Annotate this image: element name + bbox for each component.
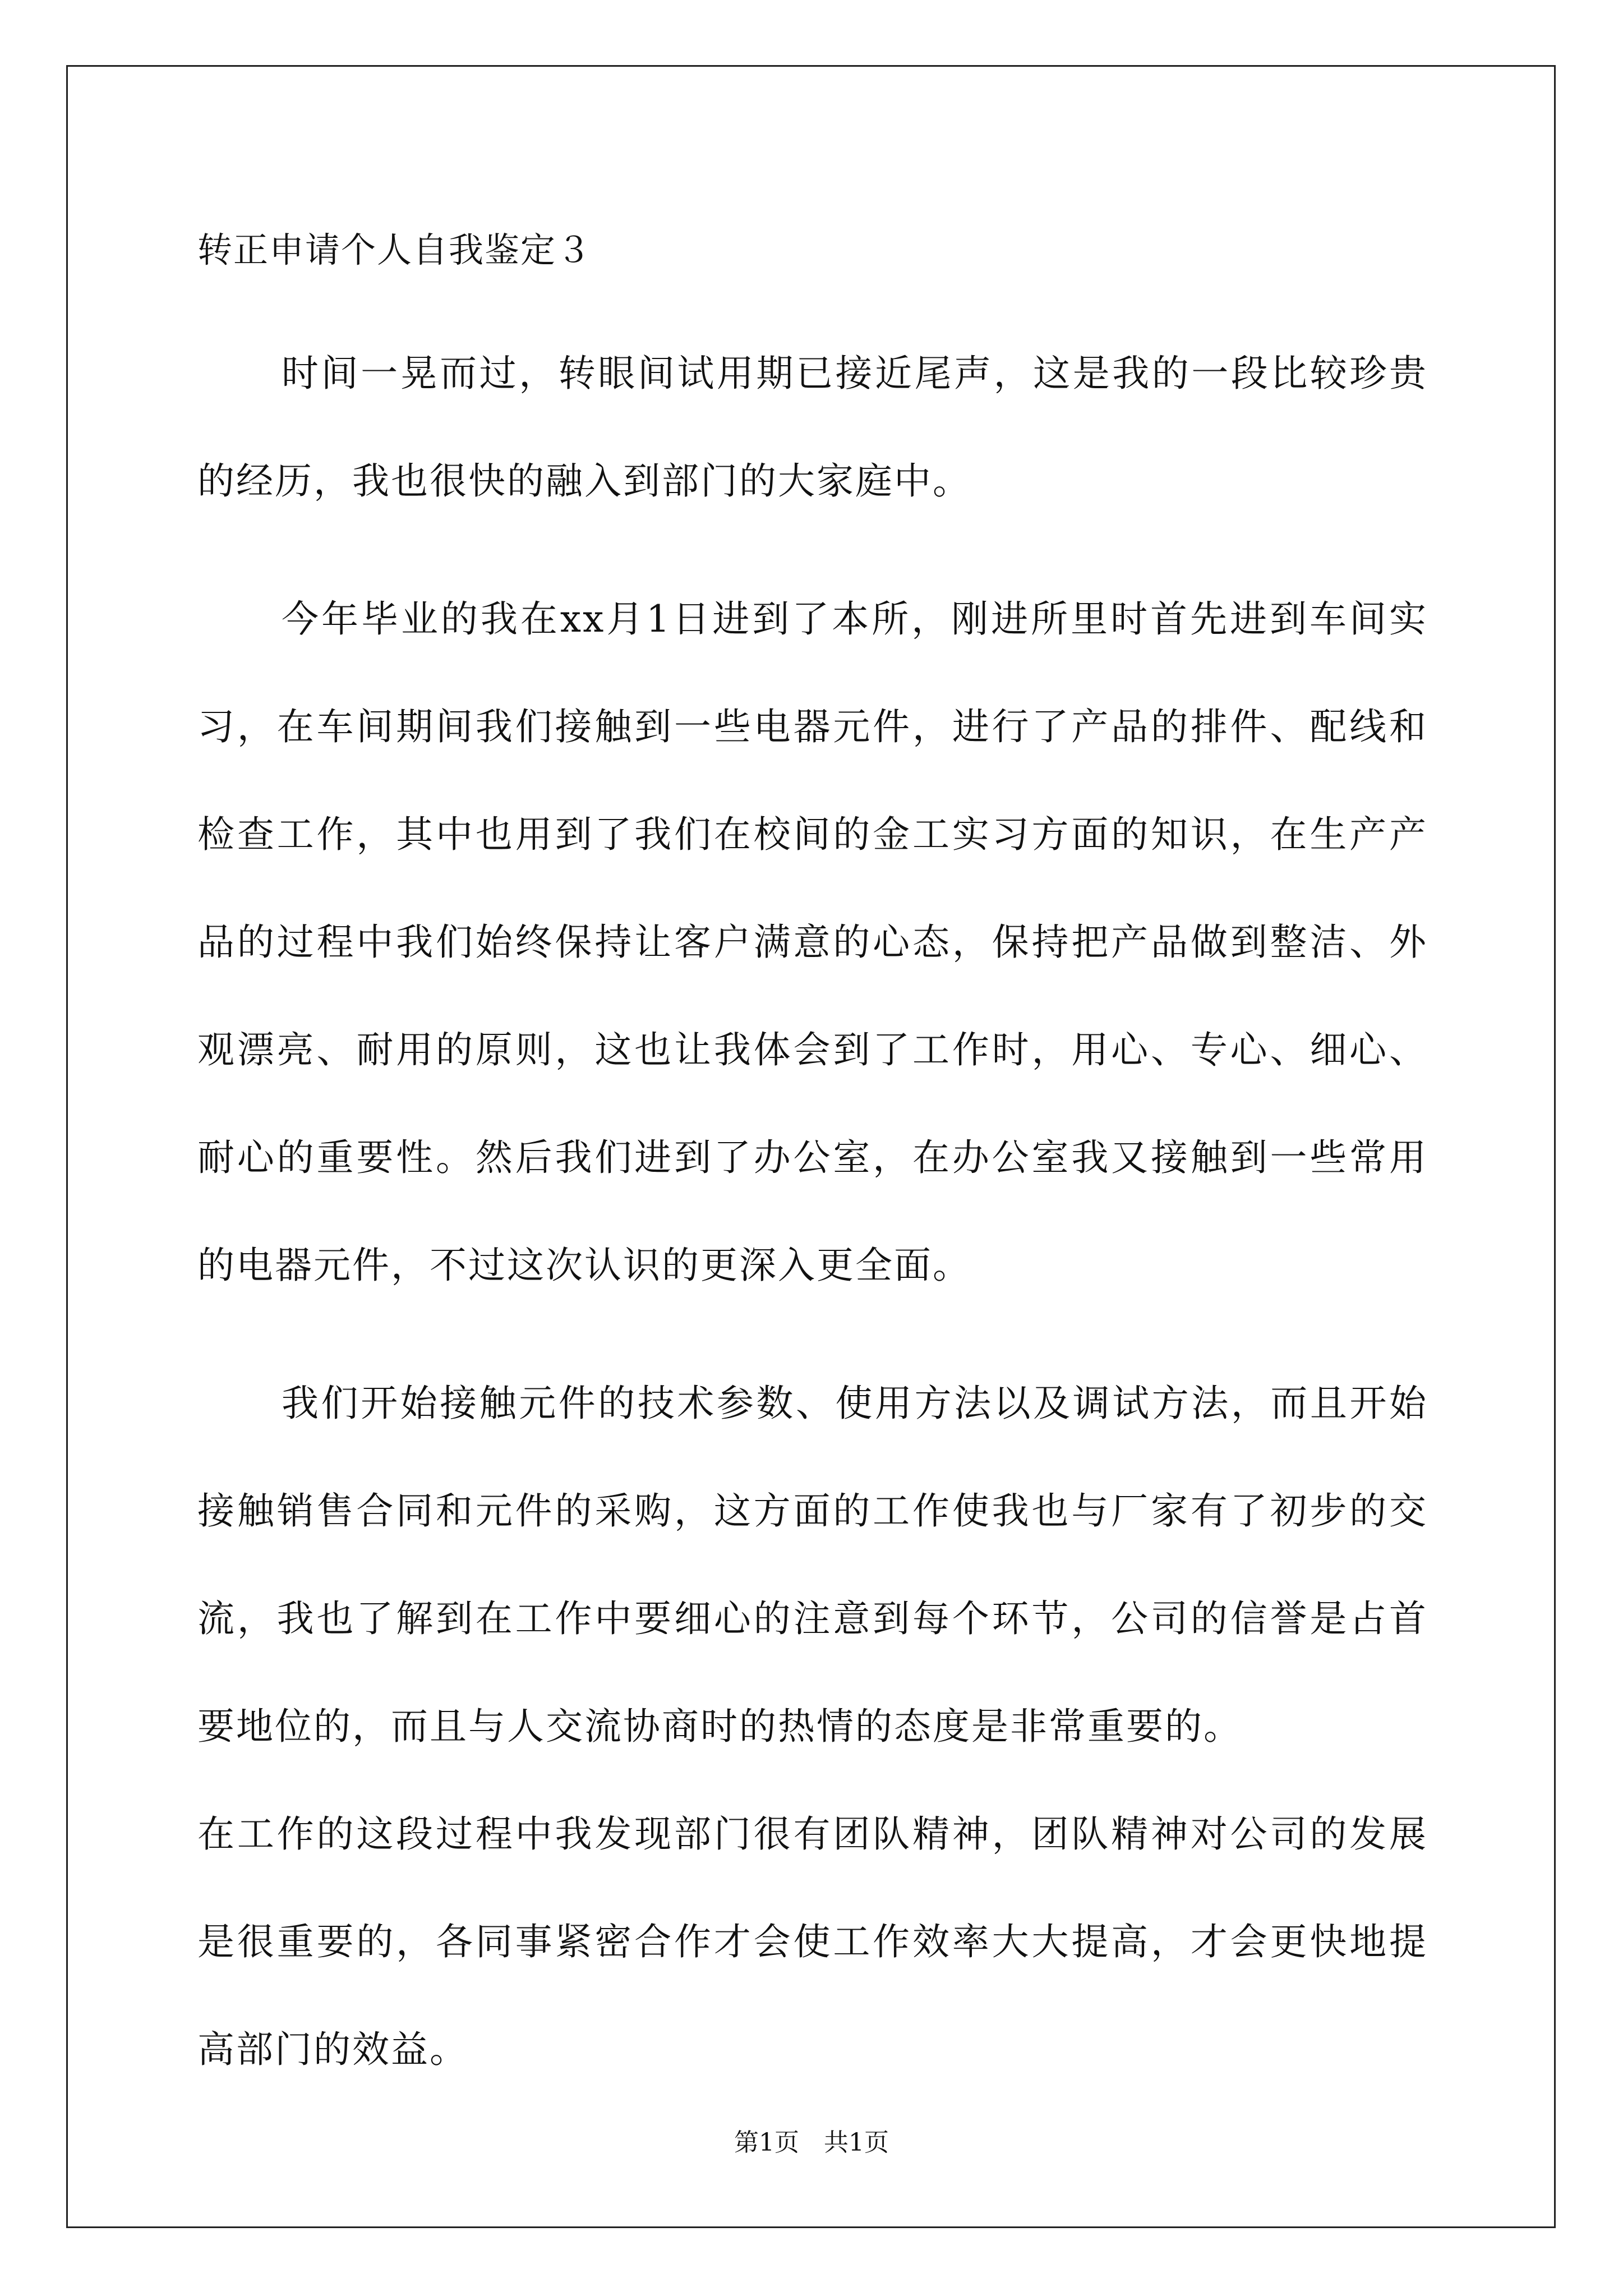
paragraph-2: 今年毕业的我在xx月1日进到了本所，刚进所里时首先进到车间实习，在车间期间我们接触到一些电器元件，进行了产品的排件、配线和检查工作，其中也用到了我们在校间的金工实习方面的知识，在生产产品的过程中我们始终保持让客户满意的心态，保持把产品做到整洁、外观漂亮、耐用的原则，这也让我体会到了工作时，用心、专心、细心、耐心的重要性。然后我们进到了办公室，在办公室我又接触到一些常用的电器元件，不过这次认识的更深入更全面。 — [197, 597, 1428, 1287]
page-footer: 第1页 共1页 — [734, 2128, 889, 2157]
paragraph-4: 在工作的这段过程中我发现部门很有团队精神，团队精神对公司的发展是很重要的，各同事紧密合作才会使工作效率大大提高，才会更快地提高部门的效益。 — [197, 1812, 1428, 2071]
paragraph-3: 我们开始接触元件的技术参数、使用方法以及调试方法，而且开始接触销售合同和元件的采购，这方面的工作使我也与厂家有了初步的交流，我也了解到在工作中要细心的注意到每个环节，公司的信誉是占首要地位的，而且与人交流协商时的热情的态度是非常重要的。 — [197, 1382, 1428, 1748]
document-body — [197, 320, 1428, 2134]
paragraph-1: 时间一晃而过，转眼间试用期已接近尾声，这是我的一段比较珍贵的经历，我也很快的融入到部门的大家庭中。 — [197, 352, 1428, 503]
document-title: 转正申请个人自我鉴定３ — [197, 229, 593, 270]
